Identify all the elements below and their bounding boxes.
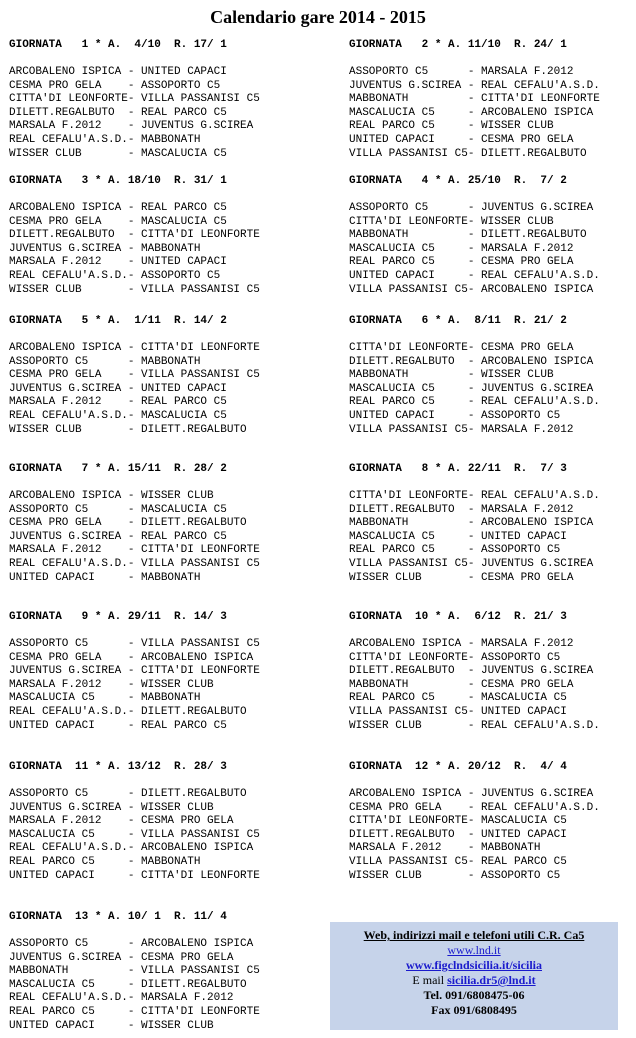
link-figc-sicilia[interactable]: www.figclndsicilia.it/sicilia [405, 958, 542, 972]
round-header: GIORNATA 7 * A. 15/11 R. 28/ 2 [9, 463, 227, 475]
match-row: ASSOPORTO C5 - ARCOBALENO ISPICA [9, 938, 254, 950]
round-header: GIORNATA 5 * A. 1/11 R. 14/ 2 [9, 315, 227, 327]
match-row: CITTA'DI LEONFORTE- ASSOPORTO C5 [349, 651, 561, 664]
match-row: JUVENTUS G.SCIREA - WISSER CLUB [9, 801, 214, 814]
match-row: REAL PARCO C5 - CITTA'DI LEONFORTE [9, 1005, 260, 1018]
match-list [9, 788, 309, 883]
match-row: VILLA PASSANISI C5- MARSALA F.2012 [349, 423, 574, 436]
match-row: ASSOPORTO C5 - MARSALA F.2012 [349, 66, 574, 78]
match-row: MABBONATH - CESMA PRO GELA [349, 678, 574, 691]
round-block [349, 610, 636, 733]
match-row: REAL CEFALU'A.S.D.- DILETT.REGALBUTO [9, 705, 247, 718]
match-row: CESMA PRO GELA - VILLA PASSANISI C5 [9, 369, 260, 382]
match-list [9, 342, 309, 437]
match-row: CESMA PRO GELA - DILETT.REGALBUTO [9, 517, 247, 530]
match-row: MARSALA F.2012 - CESMA PRO GELA [9, 815, 234, 828]
match-row: UNITED CAPACI - CITTA'DI LEONFORTE [9, 869, 260, 882]
round-block [9, 314, 309, 437]
match-row: JUVENTUS G.SCIREA - REAL CEFALU'A.S.D. [349, 79, 600, 92]
match-row: DILETT.REGALBUTO - MARSALA F.2012 [349, 503, 574, 516]
match-row: VILLA PASSANISI C5- UNITED CAPACI [349, 705, 567, 718]
match-row: MABBONATH - CITTA'DI LEONFORTE [349, 93, 600, 106]
page-title: Calendario gare 2014 - 2015 [210, 7, 426, 27]
round-header: GIORNATA 1 * A. 4/10 R. 17/ 1 [9, 39, 227, 51]
round-header: GIORNATA 8 * A. 22/11 R. 7/ 3 [349, 463, 567, 475]
round-header: GIORNATA 9 * A. 29/11 R. 14/ 3 [9, 611, 227, 623]
round-header: GIORNATA 2 * A. 11/10 R. 24/ 1 [349, 39, 567, 51]
match-row: WISSER CLUB - REAL CEFALU'A.S.D. [349, 719, 600, 732]
match-list [9, 638, 309, 733]
match-row: ARCOBALENO ISPICA - REAL PARCO C5 [9, 202, 227, 214]
match-row: ASSOPORTO C5 - VILLA PASSANISI C5 [9, 638, 260, 650]
match-row: DILETT.REGALBUTO - JUVENTUS G.SCIREA [349, 665, 594, 678]
round-header: GIORNATA 4 * A. 25/10 R. 7/ 2 [349, 175, 567, 187]
match-row: MASCALUCIA C5 - MARSALA F.2012 [349, 242, 574, 255]
round-header: GIORNATA 10 * A. 6/12 R. 21/ 3 [349, 611, 567, 623]
match-row: REAL CEFALU'A.S.D.- ASSOPORTO C5 [9, 269, 221, 282]
match-row: REAL CEFALU'A.S.D.- MABBONATH [9, 133, 201, 146]
round-block [9, 610, 309, 733]
match-row: MASCALUCIA C5 - JUVENTUS G.SCIREA [349, 382, 594, 395]
match-row: MASCALUCIA C5 - ARCOBALENO ISPICA [349, 106, 594, 119]
match-list [9, 938, 309, 1033]
match-row: WISSER CLUB - ASSOPORTO C5 [349, 869, 561, 882]
match-row: VILLA PASSANISI C5- JUVENTUS G.SCIREA [349, 557, 594, 570]
match-list [349, 638, 636, 733]
match-row: JUVENTUS G.SCIREA - REAL PARCO C5 [9, 530, 227, 543]
email-label: E mail [412, 973, 445, 987]
info-title: Web, indirizzi mail e telefoni utili C.R. Ca5 [363, 928, 585, 942]
link-lnd[interactable]: www.lnd.it [447, 943, 501, 957]
match-row: MASCALUCIA C5 - MABBONATH [9, 692, 201, 705]
match-row: MARSALA F.2012 - JUVENTUS G.SCIREA [9, 120, 254, 133]
match-row: ARCOBALENO ISPICA - WISSER CLUB [9, 490, 214, 502]
match-row: MASCALUCIA C5 - VILLA PASSANISI C5 [9, 828, 260, 841]
match-row: MABBONATH - DILETT.REGALBUTO [349, 229, 587, 242]
match-row: MABBONATH - VILLA PASSANISI C5 [9, 965, 260, 978]
round-block [349, 760, 636, 883]
match-row: DILETT.REGALBUTO - REAL PARCO C5 [9, 106, 227, 119]
match-row: MABBONATH - ARCOBALENO ISPICA [349, 517, 594, 530]
match-row: UNITED CAPACI - MABBONATH [9, 571, 201, 584]
round-block [349, 314, 636, 437]
telephone: Tel. 091/6808475-06 [423, 988, 525, 1002]
match-row: MARSALA F.2012 - UNITED CAPACI [9, 256, 227, 269]
match-row: REAL PARCO C5 - CESMA PRO GELA [349, 256, 574, 269]
match-list [9, 66, 309, 161]
match-row: MARSALA F.2012 - MABBONATH [349, 842, 541, 855]
match-row: MABBONATH - WISSER CLUB [349, 369, 554, 382]
match-list [9, 490, 309, 585]
match-row: CESMA PRO GELA - REAL CEFALU'A.S.D. [349, 801, 600, 814]
match-row: REAL PARCO C5 - MABBONATH [9, 855, 201, 868]
match-list [9, 202, 309, 297]
round-header: GIORNATA 11 * A. 13/12 R. 28/ 3 [9, 761, 227, 773]
match-row: ASSOPORTO C5 - MASCALUCIA C5 [9, 503, 227, 516]
round-block [349, 38, 636, 161]
match-row: WISSER CLUB - CESMA PRO GELA [349, 571, 574, 584]
match-row: DILETT.REGALBUTO - UNITED CAPACI [349, 828, 567, 841]
match-row: ARCOBALENO ISPICA - JUVENTUS G.SCIREA [349, 788, 594, 800]
round-block [349, 174, 636, 297]
match-list [349, 342, 636, 437]
match-row: UNITED CAPACI - WISSER CLUB [9, 1019, 214, 1032]
match-row: ASSOPORTO C5 - JUVENTUS G.SCIREA [349, 202, 594, 214]
match-row: MARSALA F.2012 - REAL PARCO C5 [9, 396, 227, 409]
match-row: ASSOPORTO C5 - MABBONATH [9, 355, 201, 368]
match-row: VILLA PASSANISI C5- DILETT.REGALBUTO [349, 147, 587, 160]
match-row: MASCALUCIA C5 - UNITED CAPACI [349, 530, 567, 543]
match-row: REAL CEFALU'A.S.D.- ARCOBALENO ISPICA [9, 842, 254, 855]
round-header: GIORNATA 13 * A. 10/ 1 R. 11/ 4 [9, 911, 227, 923]
match-row: REAL PARCO C5 - MASCALUCIA C5 [349, 692, 567, 705]
round-header: GIORNATA 6 * A. 8/11 R. 21/ 2 [349, 315, 567, 327]
match-row: ARCOBALENO ISPICA - UNITED CAPACI [9, 66, 227, 78]
match-row: REAL PARCO C5 - ASSOPORTO C5 [349, 544, 561, 557]
match-row: DILETT.REGALBUTO - CITTA'DI LEONFORTE [9, 229, 260, 242]
match-row: DILETT.REGALBUTO - ARCOBALENO ISPICA [349, 355, 594, 368]
match-row: JUVENTUS G.SCIREA - CESMA PRO GELA [9, 951, 234, 964]
match-row: REAL PARCO C5 - REAL CEFALU'A.S.D. [349, 396, 600, 409]
match-row: CITTA'DI LEONFORTE- REAL CEFALU'A.S.D. [349, 490, 600, 502]
match-row: CESMA PRO GELA - MASCALUCIA C5 [9, 215, 227, 228]
round-block [9, 462, 309, 585]
match-row: MASCALUCIA C5 - DILETT.REGALBUTO [9, 978, 247, 991]
match-row: JUVENTUS G.SCIREA - UNITED CAPACI [9, 382, 227, 395]
round-block [9, 910, 309, 1033]
match-list [349, 490, 636, 585]
round-header: GIORNATA 12 * A. 20/12 R. 4/ 4 [349, 761, 567, 773]
match-row: CESMA PRO GELA - ASSOPORTO C5 [9, 79, 221, 92]
round-header: GIORNATA 3 * A. 18/10 R. 31/ 1 [9, 175, 227, 187]
round-block [9, 174, 309, 297]
match-row: CITTA'DI LEONFORTE- MASCALUCIA C5 [349, 815, 567, 828]
match-row: UNITED CAPACI - ASSOPORTO C5 [349, 409, 561, 422]
match-row: ASSOPORTO C5 - DILETT.REGALBUTO [9, 788, 247, 800]
match-list [349, 202, 636, 297]
match-row: UNITED CAPACI - REAL CEFALU'A.S.D. [349, 269, 600, 282]
match-row: UNITED CAPACI - REAL PARCO C5 [9, 719, 227, 732]
match-row: REAL CEFALU'A.S.D.- MARSALA F.2012 [9, 992, 234, 1005]
match-row: VILLA PASSANISI C5- REAL PARCO C5 [349, 855, 567, 868]
match-row: WISSER CLUB - VILLA PASSANISI C5 [9, 283, 260, 296]
match-row: MARSALA F.2012 - CITTA'DI LEONFORTE [9, 544, 260, 557]
match-row: REAL PARCO C5 - WISSER CLUB [349, 120, 554, 133]
round-block [9, 760, 309, 883]
fax: Fax 091/6808495 [431, 1003, 517, 1017]
match-row: WISSER CLUB - DILETT.REGALBUTO [9, 423, 247, 436]
match-row: ARCOBALENO ISPICA - CITTA'DI LEONFORTE [9, 342, 260, 354]
round-block [349, 462, 636, 585]
match-list [349, 788, 636, 883]
match-row: REAL CEFALU'A.S.D.- MASCALUCIA C5 [9, 409, 227, 422]
email-link[interactable]: sicilia.dr5@lnd.it [447, 973, 536, 987]
match-row: CITTA'DI LEONFORTE- WISSER CLUB [349, 215, 554, 228]
match-row: WISSER CLUB - MASCALUCIA C5 [9, 147, 227, 160]
match-row: CITTA'DI LEONFORTE- CESMA PRO GELA [349, 342, 574, 354]
match-row: ARCOBALENO ISPICA - MARSALA F.2012 [349, 638, 574, 650]
match-row: CESMA PRO GELA - ARCOBALENO ISPICA [9, 651, 254, 664]
match-row: CITTA'DI LEONFORTE- VILLA PASSANISI C5 [9, 93, 260, 106]
round-block [9, 38, 309, 161]
match-row: MARSALA F.2012 - WISSER CLUB [9, 678, 214, 691]
match-row: REAL CEFALU'A.S.D.- VILLA PASSANISI C5 [9, 557, 260, 570]
info-box [330, 922, 618, 1030]
match-row: JUVENTUS G.SCIREA - MABBONATH [9, 242, 201, 255]
match-row: UNITED CAPACI - CESMA PRO GELA [349, 133, 574, 146]
match-list [349, 66, 636, 161]
match-row: JUVENTUS G.SCIREA - CITTA'DI LEONFORTE [9, 665, 260, 678]
match-row: VILLA PASSANISI C5- ARCOBALENO ISPICA [349, 283, 594, 296]
